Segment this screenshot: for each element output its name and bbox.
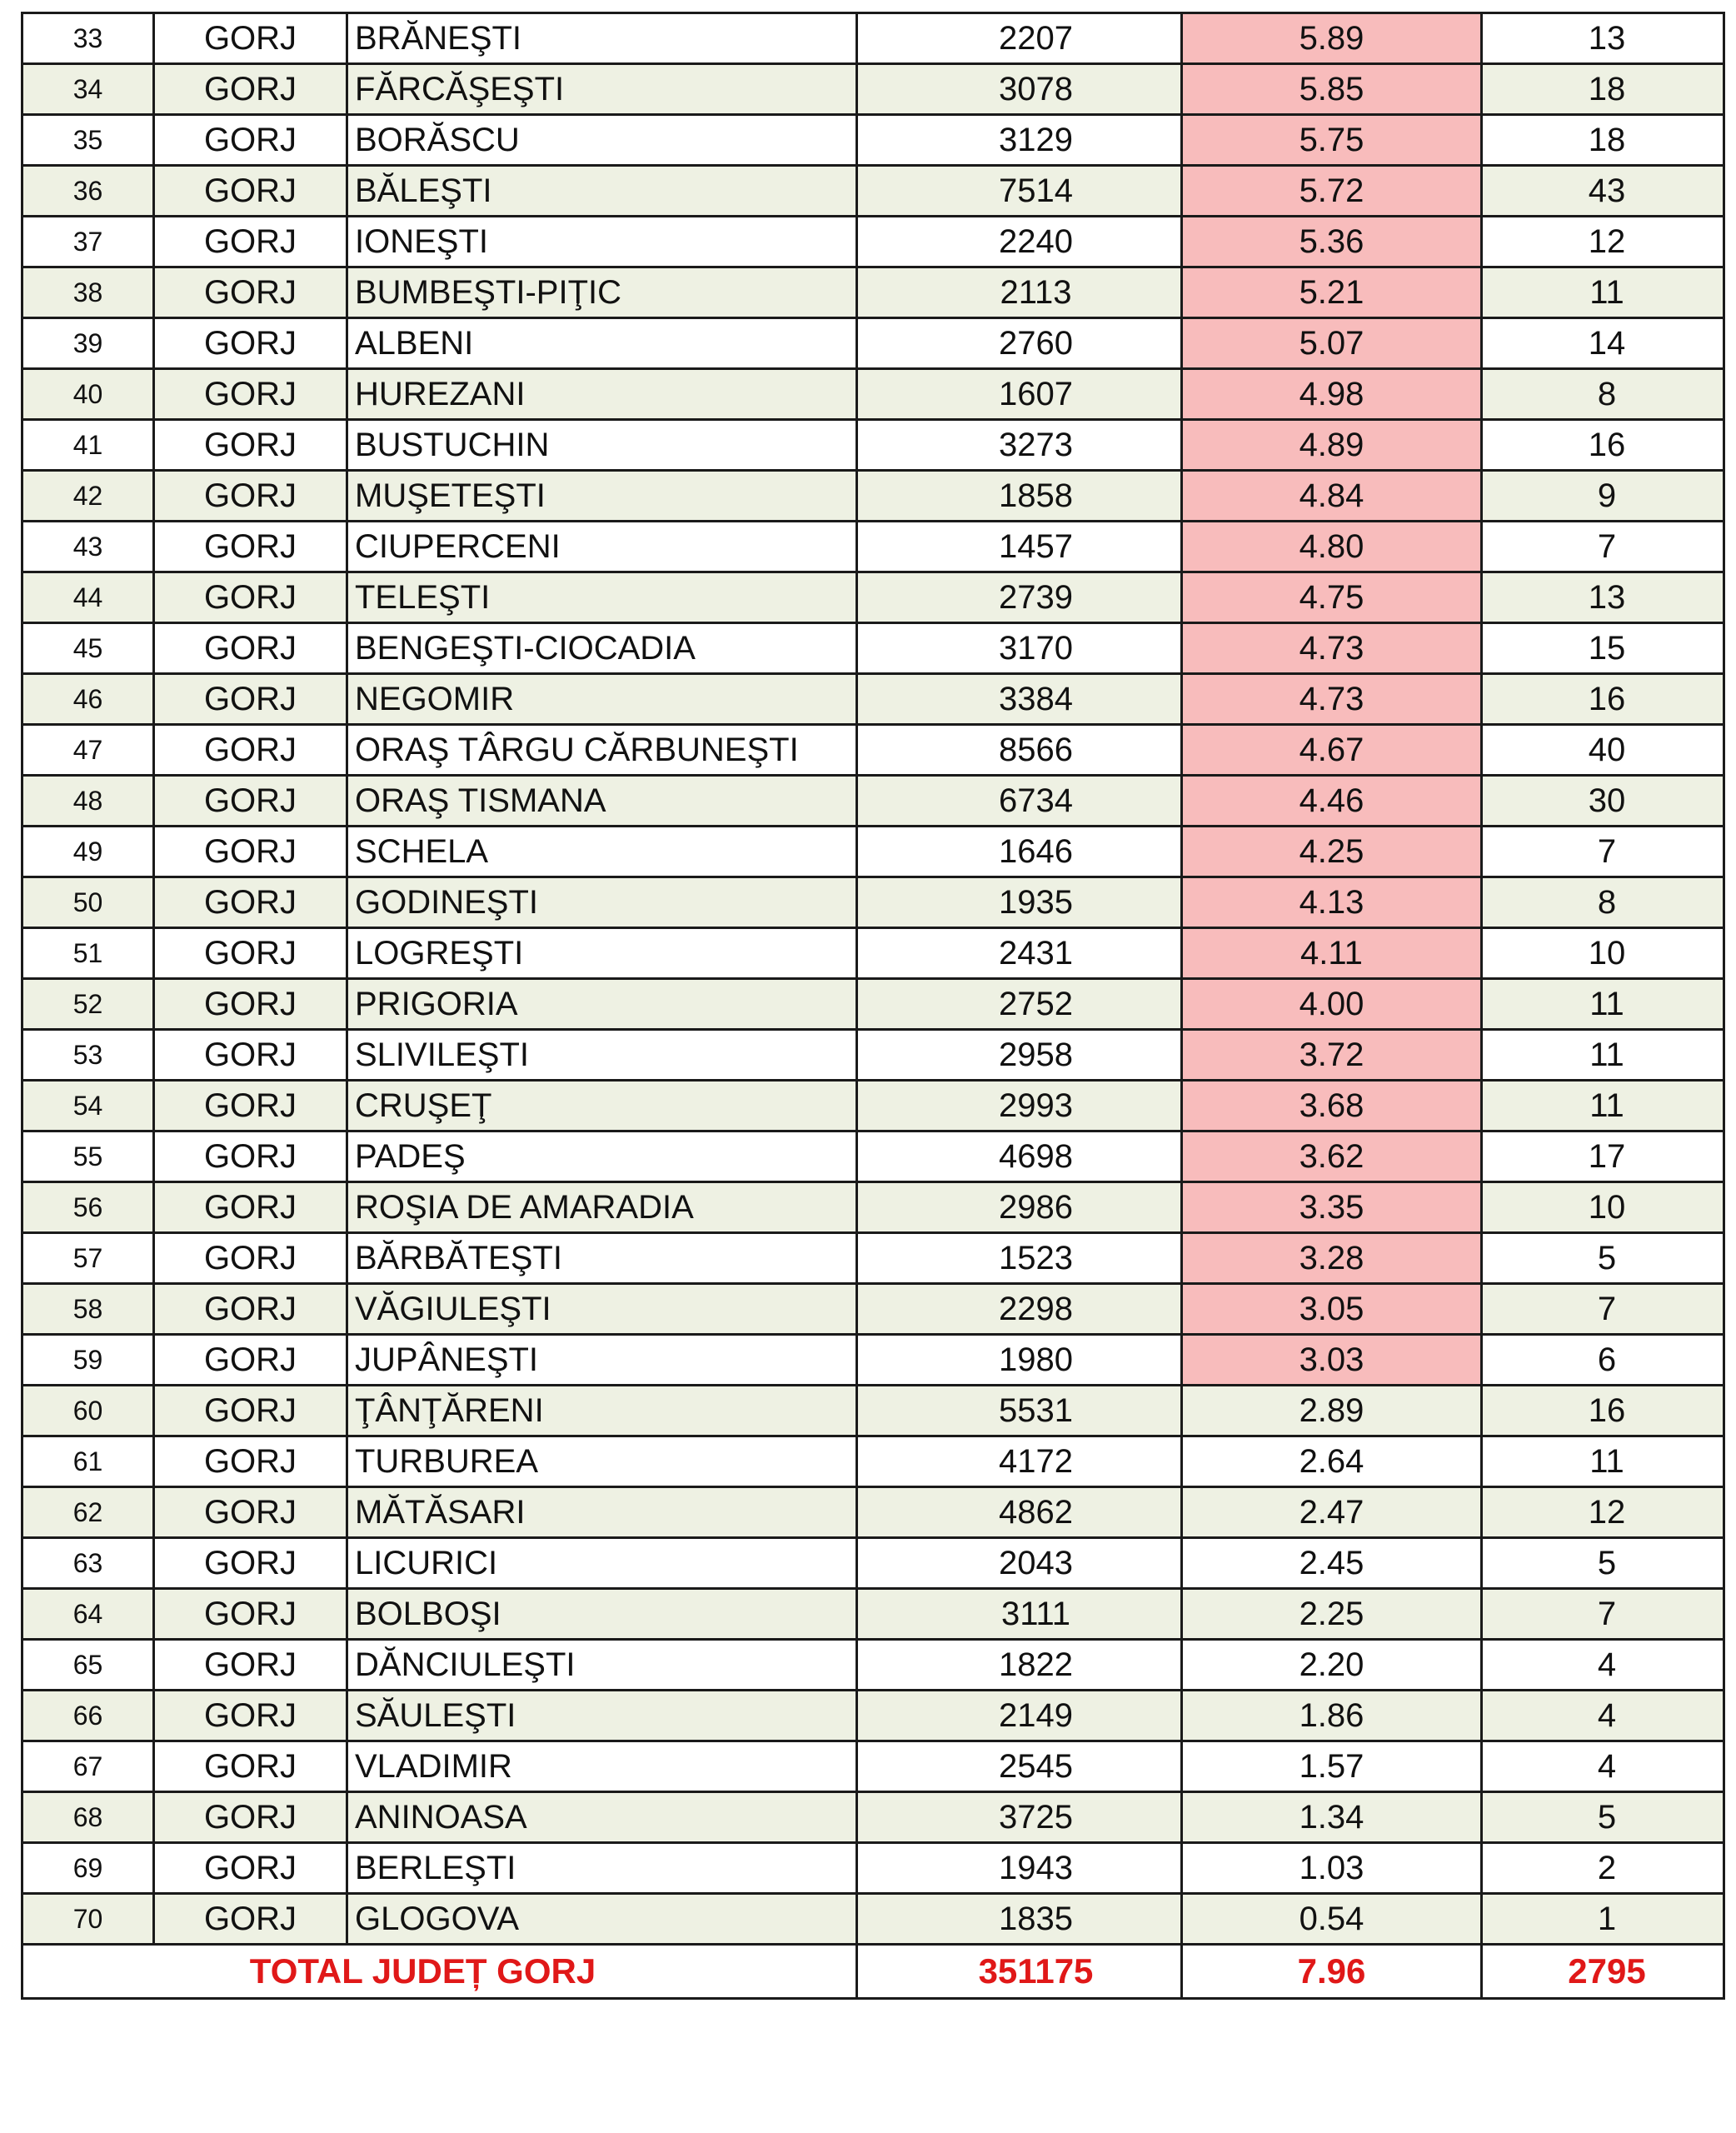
- cases-cell: 10: [1482, 928, 1724, 979]
- cases-cell: 15: [1482, 623, 1724, 674]
- locality-name: ORAŞ TISMANA: [347, 776, 857, 827]
- cases-cell: 4: [1482, 1640, 1724, 1691]
- locality-name: IONEŞTI: [347, 217, 857, 267]
- table-row: [22, 115, 1724, 166]
- total-rate: 7.96: [1182, 1945, 1482, 1999]
- incidence-table: [21, 12, 1725, 2000]
- locality-name: ANINOASA: [347, 1792, 857, 1843]
- table-row: [22, 1894, 1724, 1945]
- locality-name: FĂRCĂŞEŞTI: [347, 64, 857, 115]
- cases-cell: 10: [1482, 1182, 1724, 1233]
- locality-name: GLOGOVA: [347, 1894, 857, 1945]
- row-number: 50: [22, 877, 154, 928]
- table-row: [22, 522, 1724, 572]
- locality-name: SCHELA: [347, 827, 857, 877]
- population-cell: 6734: [857, 776, 1182, 827]
- table-row: [22, 1030, 1724, 1081]
- population-cell: 2431: [857, 928, 1182, 979]
- locality-name: SĂULEŞTI: [347, 1691, 857, 1741]
- population-cell: 1607: [857, 369, 1182, 420]
- population-cell: 2298: [857, 1284, 1182, 1335]
- row-number: 58: [22, 1284, 154, 1335]
- table-row: [22, 217, 1724, 267]
- county-cell: GORJ: [154, 1843, 347, 1894]
- population-cell: 4172: [857, 1436, 1182, 1487]
- locality-name: BRĂNEŞTI: [347, 13, 857, 64]
- rate-cell: 5.72: [1182, 166, 1482, 217]
- county-cell: GORJ: [154, 267, 347, 318]
- population-cell: 3129: [857, 115, 1182, 166]
- county-cell: GORJ: [154, 1589, 347, 1640]
- table-row: [22, 1081, 1724, 1131]
- cases-cell: 7: [1482, 1589, 1724, 1640]
- rate-cell: 2.45: [1182, 1538, 1482, 1589]
- county-cell: GORJ: [154, 1081, 347, 1131]
- cases-cell: 8: [1482, 877, 1724, 928]
- rate-cell: 3.03: [1182, 1335, 1482, 1386]
- row-number: 63: [22, 1538, 154, 1589]
- rate-cell: 5.85: [1182, 64, 1482, 115]
- cases-cell: 11: [1482, 1436, 1724, 1487]
- row-number: 41: [22, 420, 154, 471]
- population-cell: 2752: [857, 979, 1182, 1030]
- population-cell: 1980: [857, 1335, 1182, 1386]
- cases-cell: 11: [1482, 267, 1724, 318]
- row-number: 47: [22, 725, 154, 776]
- rate-cell: 2.20: [1182, 1640, 1482, 1691]
- table-row: [22, 877, 1724, 928]
- locality-name: SLIVILEŞTI: [347, 1030, 857, 1081]
- population-cell: 1822: [857, 1640, 1182, 1691]
- row-number: 45: [22, 623, 154, 674]
- row-number: 33: [22, 13, 154, 64]
- locality-name: CRUŞEŢ: [347, 1081, 857, 1131]
- population-cell: 1457: [857, 522, 1182, 572]
- rate-cell: 4.75: [1182, 572, 1482, 623]
- cases-cell: 8: [1482, 369, 1724, 420]
- locality-name: BUMBEŞTI-PIŢIC: [347, 267, 857, 318]
- county-cell: GORJ: [154, 217, 347, 267]
- row-number: 62: [22, 1487, 154, 1538]
- rate-cell: 4.00: [1182, 979, 1482, 1030]
- population-cell: 1935: [857, 877, 1182, 928]
- locality-name: BENGEŞTI-CIOCADIA: [347, 623, 857, 674]
- population-cell: 1943: [857, 1843, 1182, 1894]
- rate-cell: 2.64: [1182, 1436, 1482, 1487]
- rate-cell: 3.05: [1182, 1284, 1482, 1335]
- rate-cell: 4.84: [1182, 471, 1482, 522]
- rate-cell: 3.68: [1182, 1081, 1482, 1131]
- rate-cell: 2.89: [1182, 1386, 1482, 1436]
- locality-name: PRIGORIA: [347, 979, 857, 1030]
- cases-cell: 5: [1482, 1233, 1724, 1284]
- county-cell: GORJ: [154, 776, 347, 827]
- population-cell: 2958: [857, 1030, 1182, 1081]
- cases-cell: 9: [1482, 471, 1724, 522]
- locality-name: MĂTĂSARI: [347, 1487, 857, 1538]
- locality-name: LICURICI: [347, 1538, 857, 1589]
- rate-cell: 5.75: [1182, 115, 1482, 166]
- cases-cell: 6: [1482, 1335, 1724, 1386]
- cases-cell: 7: [1482, 1284, 1724, 1335]
- population-cell: 2739: [857, 572, 1182, 623]
- row-number: 49: [22, 827, 154, 877]
- table-row: [22, 420, 1724, 471]
- cases-cell: 11: [1482, 979, 1724, 1030]
- row-number: 42: [22, 471, 154, 522]
- county-cell: GORJ: [154, 1131, 347, 1182]
- cases-cell: 4: [1482, 1691, 1724, 1741]
- table-row: [22, 267, 1724, 318]
- table-row: [22, 1386, 1724, 1436]
- locality-name: BORĂSCU: [347, 115, 857, 166]
- population-cell: 2149: [857, 1691, 1182, 1741]
- locality-name: VĂGIULEŞTI: [347, 1284, 857, 1335]
- rate-cell: 5.07: [1182, 318, 1482, 369]
- row-number: 51: [22, 928, 154, 979]
- table-row: [22, 1691, 1724, 1741]
- row-number: 57: [22, 1233, 154, 1284]
- row-number: 35: [22, 115, 154, 166]
- rate-cell: 4.13: [1182, 877, 1482, 928]
- rate-cell: 5.89: [1182, 13, 1482, 64]
- table-row: [22, 623, 1724, 674]
- population-cell: 2043: [857, 1538, 1182, 1589]
- rate-cell: 1.34: [1182, 1792, 1482, 1843]
- locality-name: LOGREŞTI: [347, 928, 857, 979]
- population-cell: 2986: [857, 1182, 1182, 1233]
- rate-cell: 1.86: [1182, 1691, 1482, 1741]
- cases-cell: 4: [1482, 1741, 1724, 1792]
- locality-name: NEGOMIR: [347, 674, 857, 725]
- table-row: [22, 369, 1724, 420]
- cases-cell: 13: [1482, 13, 1724, 64]
- cases-cell: 18: [1482, 64, 1724, 115]
- county-cell: GORJ: [154, 1894, 347, 1945]
- locality-name: VLADIMIR: [347, 1741, 857, 1792]
- locality-name: PADEŞ: [347, 1131, 857, 1182]
- population-cell: 1523: [857, 1233, 1182, 1284]
- county-cell: GORJ: [154, 1691, 347, 1741]
- rate-cell: 4.80: [1182, 522, 1482, 572]
- rate-cell: 4.89: [1182, 420, 1482, 471]
- rate-cell: 4.67: [1182, 725, 1482, 776]
- population-cell: 3273: [857, 420, 1182, 471]
- row-number: 66: [22, 1691, 154, 1741]
- population-cell: 1646: [857, 827, 1182, 877]
- county-cell: GORJ: [154, 877, 347, 928]
- locality-name: ŢÂNŢĂRENI: [347, 1386, 857, 1436]
- locality-name: ORAŞ TÂRGU CĂRBUNEŞTI: [347, 725, 857, 776]
- row-number: 64: [22, 1589, 154, 1640]
- table-row: [22, 674, 1724, 725]
- locality-name: BĂRBĂTEŞTI: [347, 1233, 857, 1284]
- table-row: [22, 572, 1724, 623]
- table-row: [22, 1843, 1724, 1894]
- table-row: [22, 776, 1724, 827]
- table-row: [22, 318, 1724, 369]
- population-cell: 2113: [857, 267, 1182, 318]
- cases-cell: 5: [1482, 1792, 1724, 1843]
- table-row: [22, 1436, 1724, 1487]
- rate-cell: 3.62: [1182, 1131, 1482, 1182]
- rate-cell: 4.73: [1182, 623, 1482, 674]
- locality-name: ALBENI: [347, 318, 857, 369]
- locality-name: TURBUREA: [347, 1436, 857, 1487]
- locality-name: TELEŞTI: [347, 572, 857, 623]
- county-cell: GORJ: [154, 471, 347, 522]
- county-cell: GORJ: [154, 1436, 347, 1487]
- cases-cell: 1: [1482, 1894, 1724, 1945]
- cases-cell: 14: [1482, 318, 1724, 369]
- row-number: 56: [22, 1182, 154, 1233]
- population-cell: 3725: [857, 1792, 1182, 1843]
- rate-cell: 1.03: [1182, 1843, 1482, 1894]
- row-number: 69: [22, 1843, 154, 1894]
- row-number: 68: [22, 1792, 154, 1843]
- total-row: [22, 1945, 1724, 1999]
- population-cell: 2545: [857, 1741, 1182, 1792]
- locality-name: HUREZANI: [347, 369, 857, 420]
- table-row: [22, 928, 1724, 979]
- row-number: 67: [22, 1741, 154, 1792]
- cases-cell: 12: [1482, 1487, 1724, 1538]
- total-cases: 2795: [1482, 1945, 1724, 1999]
- locality-name: GODINEŞTI: [347, 877, 857, 928]
- table-row: [22, 1131, 1724, 1182]
- total-population: 351175: [857, 1945, 1182, 1999]
- cases-cell: 40: [1482, 725, 1724, 776]
- table-row: [22, 1487, 1724, 1538]
- cases-cell: 5: [1482, 1538, 1724, 1589]
- row-number: 59: [22, 1335, 154, 1386]
- county-cell: GORJ: [154, 1538, 347, 1589]
- table-row: [22, 827, 1724, 877]
- row-number: 54: [22, 1081, 154, 1131]
- row-number: 43: [22, 522, 154, 572]
- total-label: TOTAL JUDEȚ GORJ: [22, 1945, 857, 1999]
- row-number: 65: [22, 1640, 154, 1691]
- county-cell: GORJ: [154, 623, 347, 674]
- population-cell: 3170: [857, 623, 1182, 674]
- table-row: [22, 1589, 1724, 1640]
- county-cell: GORJ: [154, 1741, 347, 1792]
- county-cell: GORJ: [154, 1386, 347, 1436]
- population-cell: 1835: [857, 1894, 1182, 1945]
- table-body: [22, 13, 1724, 1999]
- row-number: 36: [22, 166, 154, 217]
- row-number: 48: [22, 776, 154, 827]
- row-number: 34: [22, 64, 154, 115]
- row-number: 61: [22, 1436, 154, 1487]
- cases-cell: 12: [1482, 217, 1724, 267]
- row-number: 38: [22, 267, 154, 318]
- cases-cell: 43: [1482, 166, 1724, 217]
- rate-cell: 1.57: [1182, 1741, 1482, 1792]
- locality-name: BOLBOŞI: [347, 1589, 857, 1640]
- population-cell: 2760: [857, 318, 1182, 369]
- row-number: 53: [22, 1030, 154, 1081]
- table-row: [22, 1640, 1724, 1691]
- cases-cell: 11: [1482, 1030, 1724, 1081]
- rate-cell: 3.35: [1182, 1182, 1482, 1233]
- county-cell: GORJ: [154, 827, 347, 877]
- population-cell: 8566: [857, 725, 1182, 776]
- row-number: 70: [22, 1894, 154, 1945]
- cases-cell: 7: [1482, 522, 1724, 572]
- locality-name: BUSTUCHIN: [347, 420, 857, 471]
- rate-cell: 4.46: [1182, 776, 1482, 827]
- cases-cell: 17: [1482, 1131, 1724, 1182]
- county-cell: GORJ: [154, 13, 347, 64]
- cases-cell: 18: [1482, 115, 1724, 166]
- cases-cell: 16: [1482, 420, 1724, 471]
- locality-name: BERLEŞTI: [347, 1843, 857, 1894]
- table-row: [22, 979, 1724, 1030]
- row-number: 52: [22, 979, 154, 1030]
- table-row: [22, 1538, 1724, 1589]
- rate-cell: 3.28: [1182, 1233, 1482, 1284]
- table-row: [22, 1284, 1724, 1335]
- population-cell: 5531: [857, 1386, 1182, 1436]
- locality-name: DĂNCIULEŞTI: [347, 1640, 857, 1691]
- cases-cell: 13: [1482, 572, 1724, 623]
- county-cell: GORJ: [154, 572, 347, 623]
- rate-cell: 3.72: [1182, 1030, 1482, 1081]
- table-row: [22, 1741, 1724, 1792]
- county-cell: GORJ: [154, 1487, 347, 1538]
- rate-cell: 0.54: [1182, 1894, 1482, 1945]
- county-cell: GORJ: [154, 166, 347, 217]
- rate-cell: 4.25: [1182, 827, 1482, 877]
- rate-cell: 2.25: [1182, 1589, 1482, 1640]
- table-row: [22, 1233, 1724, 1284]
- locality-name: MUŞETEŞTI: [347, 471, 857, 522]
- county-cell: GORJ: [154, 115, 347, 166]
- population-cell: 7514: [857, 166, 1182, 217]
- rate-cell: 2.47: [1182, 1487, 1482, 1538]
- population-cell: 2240: [857, 217, 1182, 267]
- cases-cell: 11: [1482, 1081, 1724, 1131]
- population-cell: 2207: [857, 13, 1182, 64]
- county-cell: GORJ: [154, 420, 347, 471]
- table-row: [22, 471, 1724, 522]
- table-row: [22, 64, 1724, 115]
- rate-cell: 4.73: [1182, 674, 1482, 725]
- county-cell: GORJ: [154, 1792, 347, 1843]
- cases-cell: 2: [1482, 1843, 1724, 1894]
- county-cell: GORJ: [154, 1182, 347, 1233]
- population-cell: 4698: [857, 1131, 1182, 1182]
- county-cell: GORJ: [154, 979, 347, 1030]
- locality-name: CIUPERCENI: [347, 522, 857, 572]
- population-cell: 1858: [857, 471, 1182, 522]
- county-cell: GORJ: [154, 725, 347, 776]
- county-cell: GORJ: [154, 64, 347, 115]
- rate-cell: 5.21: [1182, 267, 1482, 318]
- county-cell: GORJ: [154, 928, 347, 979]
- locality-name: ROŞIA DE AMARADIA: [347, 1182, 857, 1233]
- table-row: [22, 1182, 1724, 1233]
- row-number: 40: [22, 369, 154, 420]
- population-cell: 3111: [857, 1589, 1182, 1640]
- cases-cell: 16: [1482, 674, 1724, 725]
- row-number: 39: [22, 318, 154, 369]
- county-cell: GORJ: [154, 1030, 347, 1081]
- locality-name: JUPÂNEŞTI: [347, 1335, 857, 1386]
- row-number: 55: [22, 1131, 154, 1182]
- cases-cell: 30: [1482, 776, 1724, 827]
- row-number: 60: [22, 1386, 154, 1436]
- county-cell: GORJ: [154, 1233, 347, 1284]
- table-row: [22, 166, 1724, 217]
- county-cell: GORJ: [154, 1284, 347, 1335]
- county-cell: GORJ: [154, 674, 347, 725]
- cases-cell: 7: [1482, 827, 1724, 877]
- cases-cell: 16: [1482, 1386, 1724, 1436]
- population-cell: 4862: [857, 1487, 1182, 1538]
- table-row: [22, 13, 1724, 64]
- rate-cell: 5.36: [1182, 217, 1482, 267]
- table-row: [22, 725, 1724, 776]
- rate-cell: 4.11: [1182, 928, 1482, 979]
- county-cell: GORJ: [154, 318, 347, 369]
- rate-cell: 4.98: [1182, 369, 1482, 420]
- county-cell: GORJ: [154, 522, 347, 572]
- county-cell: GORJ: [154, 1335, 347, 1386]
- population-cell: 3078: [857, 64, 1182, 115]
- county-cell: GORJ: [154, 369, 347, 420]
- row-number: 46: [22, 674, 154, 725]
- county-cell: GORJ: [154, 1640, 347, 1691]
- population-cell: 2993: [857, 1081, 1182, 1131]
- locality-name: BĂLEŞTI: [347, 166, 857, 217]
- table-row: [22, 1335, 1724, 1386]
- row-number: 44: [22, 572, 154, 623]
- row-number: 37: [22, 217, 154, 267]
- table-row: [22, 1792, 1724, 1843]
- population-cell: 3384: [857, 674, 1182, 725]
